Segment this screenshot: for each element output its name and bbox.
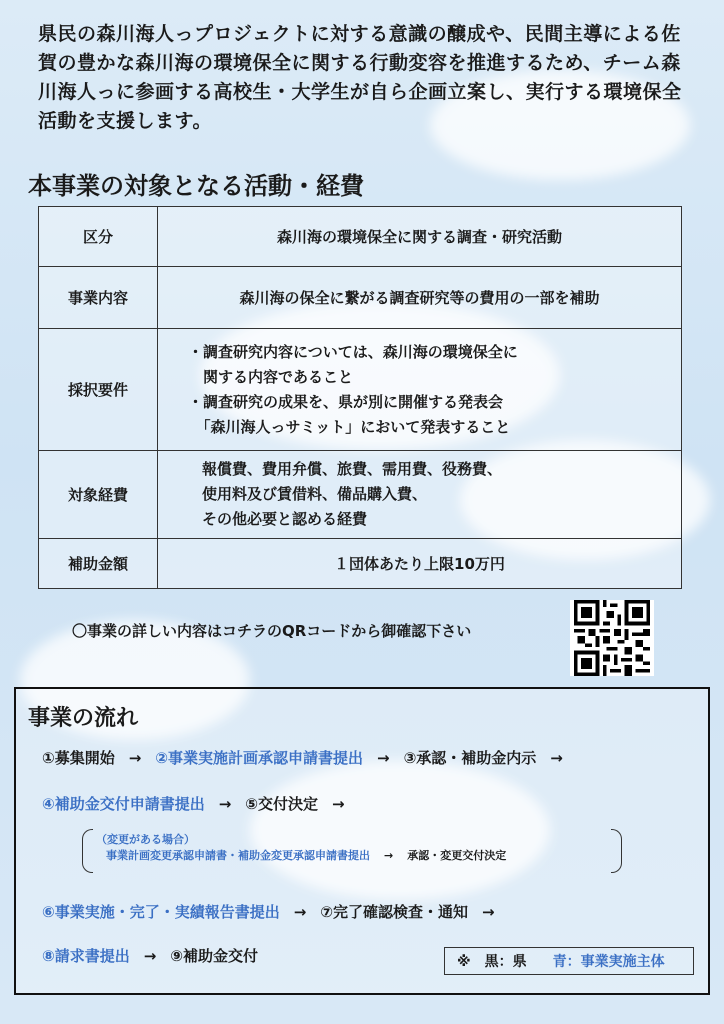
row-label: 対象経費 (39, 451, 158, 539)
row-label: 事業内容 (39, 267, 158, 329)
table-row (39, 329, 682, 451)
arrow-icon: → (376, 749, 390, 767)
flow-line-2 (42, 793, 359, 814)
arrow-icon: → (384, 849, 394, 862)
info-table (38, 206, 682, 589)
arrow-icon: → (143, 947, 157, 965)
flow-line-1 (42, 747, 577, 768)
arrow-icon: → (218, 795, 232, 813)
change-heading: （変更がある場合） (96, 833, 195, 846)
row-label: 区分 (39, 207, 158, 267)
qr-code-icon[interactable] (570, 600, 654, 676)
arrow-icon: → (481, 903, 495, 921)
arrow-icon: → (331, 795, 345, 813)
table-row (39, 207, 682, 267)
change-result: 承認・変更交付決定 (407, 849, 507, 862)
table-row (39, 539, 682, 589)
bracket-right (611, 829, 622, 873)
row-value: ・調査研究内容については、森川海の環境保全に 関する内容であること ・調査研究の成果を、県が別に開催する発表会 「森川海人っサミット」において発表すること (158, 329, 682, 451)
row-label: 補助金額 (39, 539, 158, 589)
step-2: ②事業実施計画承認申請書提出 (155, 749, 363, 767)
row-value: 森川海の保全に繋がる調査研究等の費用の一部を補助 (158, 267, 682, 329)
flow-section (14, 687, 710, 995)
arrow-icon: → (550, 749, 563, 767)
row-value: 森川海の環境保全に関する調査・研究活動 (158, 207, 682, 267)
flow-line-3 (42, 901, 509, 922)
change-note (82, 829, 622, 871)
bracket-left (82, 829, 93, 873)
color-legend (444, 947, 694, 975)
step-1: ①募集開始 (42, 749, 115, 767)
arrow-icon: → (293, 903, 307, 921)
table-row (39, 451, 682, 539)
step-5: ⑤交付決定 (245, 795, 318, 813)
step-6: ⑥事業実施・完了・実績報告書提出 (42, 903, 280, 921)
legend-blue: 青：事業実施主体 (552, 954, 665, 970)
step-7: ⑦完了確認検査・通知 (320, 903, 468, 921)
change-line (82, 848, 622, 864)
table-row (39, 267, 682, 329)
step-3: ③承認・補助金内示 (403, 749, 537, 767)
row-value: 報償費、費用弁償、旅費、需用費、役務費、 使用料及び賃借料、備品購入費、 その他必要と認める経費 (158, 451, 682, 539)
row-value: １団体あたり上限10万円 (158, 539, 682, 589)
arrow-icon: → (128, 749, 142, 767)
section-title: 本事業の対象となる活動・経費 (28, 172, 364, 200)
row-label: 採択要件 (39, 329, 158, 451)
step-8: ⑧請求書提出 (42, 947, 130, 965)
qr-note: 〇事業の詳しい内容はコチラのQRコードから御確認下さい (72, 622, 472, 640)
step-9: ⑨補助金交付 (170, 947, 258, 965)
step-4: ④補助金交付申請書提出 (42, 795, 205, 813)
change-text: 事業計画変更承認申請書・補助金変更承認申請書提出 (106, 849, 370, 862)
flow-title: 事業の流れ (28, 706, 139, 731)
intro-text: 県民の森川海人っプロジェクトに対する意識の醸成や、民間主導による佐賀の豊かな森川海の環境保全に関する行動変容を推進するため、チーム森川海人っに参画する高校生・大学生が自ら企画立案し、実行する環境保全活動を支援します。 (38, 23, 682, 132)
legend-black: ※ 黒：県 (457, 954, 527, 970)
flow-line-4 (42, 945, 258, 966)
